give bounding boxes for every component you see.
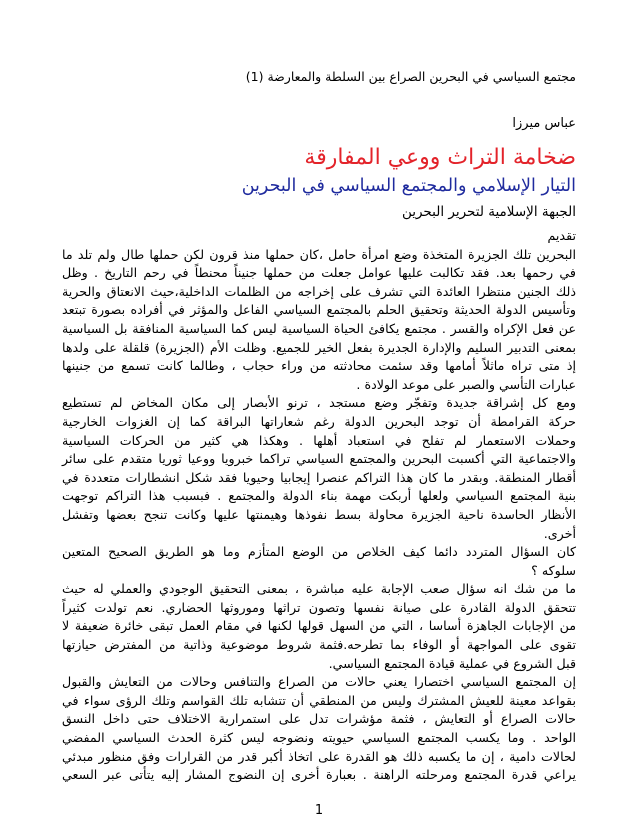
text-line: والاجتماعية التي أكسبت البحرين والمجتمع السياسي تراكما خبرويا ووعيا ثوريا متقدم على سائر xyxy=(62,451,576,467)
text-line: من الإجابات الجاهزة أساسا ، التي من السهل قولها لكنها في مقام العمل تبقى خائرة ضعيفة لا xyxy=(62,618,576,634)
text-line: ما من شك انه سؤال صعب الإجابة عليه مباشرة ، بمعنى التحقيق الوجودي والعملي له حيث xyxy=(62,581,576,597)
text-line: البحرين تلك الجزيرة المتخذة وضع امرأة حامل ،كان حملها منذ قرون لكن حملها طال ولم تلد ما xyxy=(62,246,576,262)
body-text xyxy=(62,227,576,785)
text-line: وتأسيس الدولة الحديثة وتحقيق الحلم بالمجتمع السياسي الفاعل والمؤثر في أفراده بصورة تبتعد xyxy=(62,302,576,318)
text-line: بمعنى التدبير السليم والإدارة الجديرة بفعل الخير للجميع. وظلت الأم (الجزيرة) قلقلة على ولدها xyxy=(62,339,576,355)
text-line: بنية المجتمع السياسي ولعلها أربكت مهمة بناء الدولة والمجتمع . فبسبب هذا التراكم توجهت xyxy=(62,488,576,504)
text-line: وحملات الاستعمار لم تفلح في استعباد أهلها . وهكذا هي كثير من الحركات السياسية xyxy=(62,432,576,448)
text-line: أقطار المنطقة. وبقدر ما كان هذا التراكم عنصرا إيجابيا وحيويا فقد شكل انشطارات متعددة في xyxy=(62,469,576,485)
text-line: تقوى على المواجهة أو الوفاء بما تطرحه.فثمة شروط موضوعية وذاتية من المفترض حيازتها xyxy=(62,637,576,653)
text-line: بقواعد معينة للعيش المشترك وليس من المنطقي أن تتشابه تلك القواسم وتلك الرؤى سواء في xyxy=(62,692,576,708)
text-line: في رحمها بعد. فقد تكالبت عليها عوامل جعلت من حملها جنيناً محنطاً في رحم التاريخ . وظل xyxy=(62,265,576,281)
text-line: إذ متى تراه ماثلاً أمامها وقد سئمت محادثته من وراء حجاب ، وطالما كانت تسمع من جنينها xyxy=(62,358,576,374)
text-line: أخرى. xyxy=(543,525,576,541)
paragraph xyxy=(62,673,576,785)
text-line: عن فعل الإكراه والقسر . مجتمع يكافئ الحياة السياسية ليس كما السياسية المنافقة بل السياسية xyxy=(62,320,576,336)
paragraph xyxy=(62,394,576,543)
text-line: ذلك الجنين منتظرا العائدة التي تشرف على إخراجه من الظلمات الداخلية،حيث الانعتاق والحرية xyxy=(62,283,576,299)
text-line: سلوكه ؟ xyxy=(531,562,576,578)
text-line: حركة القرامطة أن توجد البحرين الدولة رغم شعاراتها البراقة كما إن الغزوات الخارجية xyxy=(62,413,576,429)
text-line: تتحقق الدولة القادرة على صيانة نفسها وتصون تراثها وموروثها الحضاري. نعم تولدت كثيراً xyxy=(62,599,576,615)
text-line: ومع كل إشراقة جديدة وتفجّر وضع مستجد ، ترنو الأبصار إلى مكان المخاض لم تستطيع xyxy=(62,395,576,411)
text-line: يراعي قدرة المجتمع ومرحلته الراهنة . بعبارة أخرى إن النضوج المشار إليه يتأتى عبر السعي xyxy=(62,767,576,783)
text-line: إن المجتمع السياسي اختصارا يعني حالات من الصراع والتنافس وحالات من التعايش والقبول xyxy=(62,674,576,690)
text-line: حالات الصراع أو التعايش ، فثمة مؤشرات تدل على استمرارية الاختلاف حتى داخل النسق xyxy=(62,711,576,727)
text-line: عبارات التأسي والصبر على موعد الولادة . xyxy=(356,376,576,392)
article-subtitle: التيار الإسلامي والمجتمع السياسي في البحرين xyxy=(241,176,576,196)
page-number: 1 xyxy=(314,803,324,818)
paragraph xyxy=(62,543,576,580)
section-heading: تقديم xyxy=(547,228,576,243)
organization-name: الجبهة الإسلامية لتحرير البحرين xyxy=(401,204,576,220)
article-title: ضخامة التراث ووعي المفارقة xyxy=(304,145,576,170)
text-line: الأنظار الحاسدة ناحية الجزيرة محاولة بسط نفوذها وهيمنتها عليها وكانت تنجح بعضها وتفشل xyxy=(62,506,576,522)
text-line: كان السؤال المتردد دائما كيف الخلاص من الوضع المتأزم وما هو الطريق الصحيح المتعين xyxy=(62,544,576,560)
author-name: عباس ميرزا xyxy=(512,116,576,131)
paragraph xyxy=(62,580,576,673)
paragraph xyxy=(62,246,576,395)
text-line: قبل الشروع في عملية قيادة المجتمع السياسي. xyxy=(328,655,576,671)
running-header: مجتمع السياسي في البحرين الصراع بين السلطة والمعارضة (1) xyxy=(245,69,576,84)
text-line: الواحد . وما يكسب المجتمع السياسي حيويته ونضوجه ليس كثرة الحدث السياسي المفضي xyxy=(62,730,576,746)
text-line: لحالات دامية ، إن ما يكسبه ذلك هو القدرة على اتخاذ أكبر قدر من القرارات وفق منظور مبدئي xyxy=(62,748,576,764)
